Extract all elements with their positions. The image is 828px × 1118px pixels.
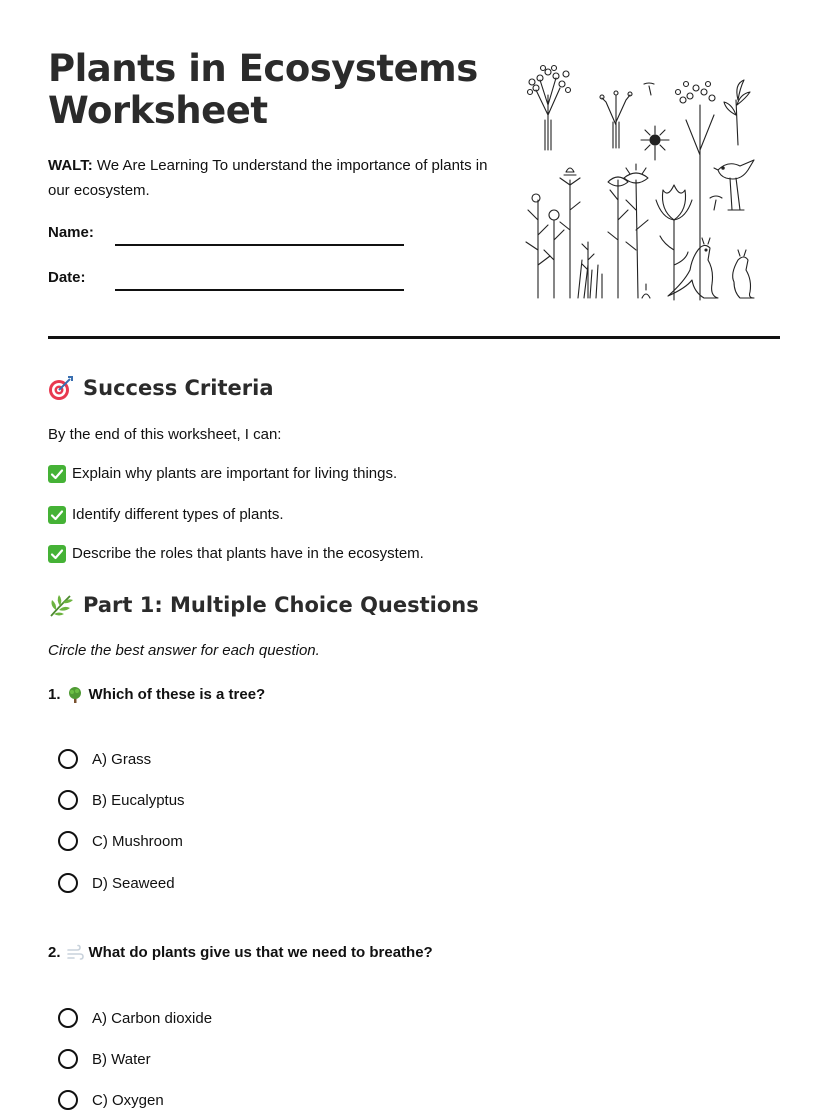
part1-instruction: Circle the best answer for each question. (48, 642, 320, 659)
small-flower-drawing (710, 196, 722, 210)
date-label: Date: (48, 269, 86, 286)
herb-icon (48, 592, 74, 618)
name-label: Name: (48, 224, 94, 241)
lotus-drawing (656, 185, 692, 300)
page-title: Plants in Ecosystems Worksheet (48, 47, 478, 132)
tall-flower-drawing (624, 164, 648, 298)
question-1 (48, 685, 265, 705)
small-kangaroo-drawing (733, 250, 754, 298)
daisy-drawing (641, 126, 669, 160)
berry-tree-drawing (528, 66, 571, 151)
sapling-drawing (600, 91, 632, 148)
answer-option[interactable] (58, 871, 175, 895)
criteria-text: Explain why plants are important for living things. (72, 465, 398, 482)
question-number: 1. (48, 686, 61, 703)
answer-label: A) Carbon dioxide (92, 1009, 213, 1027)
wildflowers-drawing (526, 168, 628, 298)
answer-label: C) Mushroom (92, 832, 183, 850)
plants-illustration (518, 60, 768, 304)
walt-statement (48, 153, 498, 203)
answer-label: A) Grass (92, 750, 152, 768)
criteria-item (48, 505, 284, 525)
criteria-text: Describe the roles that plants have in the ecosystem. (72, 545, 424, 562)
bird-drawing (714, 160, 754, 210)
walt-label: WALT: (48, 157, 93, 174)
answer-option[interactable] (58, 1047, 151, 1071)
answer-label: C) Oxygen (92, 1091, 164, 1109)
answer-radio[interactable] (58, 831, 78, 851)
question-number: 2. (48, 944, 61, 961)
answer-option[interactable] (58, 747, 151, 771)
question-text: What do plants give us that we need to breathe? (88, 944, 433, 961)
check-mark-icon (48, 506, 66, 524)
name-field[interactable] (48, 224, 408, 248)
ground-flower-drawing (642, 284, 650, 298)
answer-option[interactable] (58, 1088, 164, 1112)
sprout-drawing (644, 83, 654, 95)
answer-option[interactable] (58, 788, 185, 812)
flowering-plant-drawing (676, 82, 716, 301)
answer-radio[interactable] (58, 749, 78, 769)
dart-target-icon (48, 375, 74, 401)
walt-text: We Are Learning To understand the importance of plants in our ecosystem. (48, 157, 488, 199)
answer-option[interactable] (58, 829, 183, 853)
criteria-item (48, 464, 397, 484)
part1-heading (48, 592, 479, 618)
answer-radio[interactable] (58, 1049, 78, 1069)
criteria-item (48, 544, 424, 564)
date-field[interactable] (48, 269, 408, 293)
answer-option[interactable] (58, 1006, 212, 1030)
answer-radio[interactable] (58, 1090, 78, 1110)
criteria-intro: By the end of this worksheet, I can: (48, 426, 282, 443)
check-mark-icon (48, 545, 66, 563)
question-2 (48, 943, 433, 963)
question-text: Which of these is a tree? (88, 686, 266, 703)
answer-label: B) Eucalyptus (92, 791, 185, 809)
answer-radio[interactable] (58, 873, 78, 893)
answer-label: D) Seaweed (92, 874, 175, 892)
tree-icon (66, 686, 84, 704)
kangaroo-drawing (668, 238, 718, 298)
name-line[interactable] (115, 244, 404, 246)
leafy-stem-drawing (724, 80, 750, 145)
answer-radio[interactable] (58, 1008, 78, 1028)
header-divider (48, 336, 780, 339)
wind-icon (66, 944, 84, 962)
date-line[interactable] (115, 289, 404, 291)
answer-label: B) Water (92, 1050, 151, 1068)
success-criteria-heading (48, 375, 274, 401)
answer-radio[interactable] (58, 790, 78, 810)
success-criteria-title: Success Criteria (83, 376, 274, 400)
criteria-text: Identify different types of plants. (72, 506, 284, 523)
check-mark-icon (48, 465, 66, 483)
part1-title: Part 1: Multiple Choice Questions (83, 593, 479, 617)
